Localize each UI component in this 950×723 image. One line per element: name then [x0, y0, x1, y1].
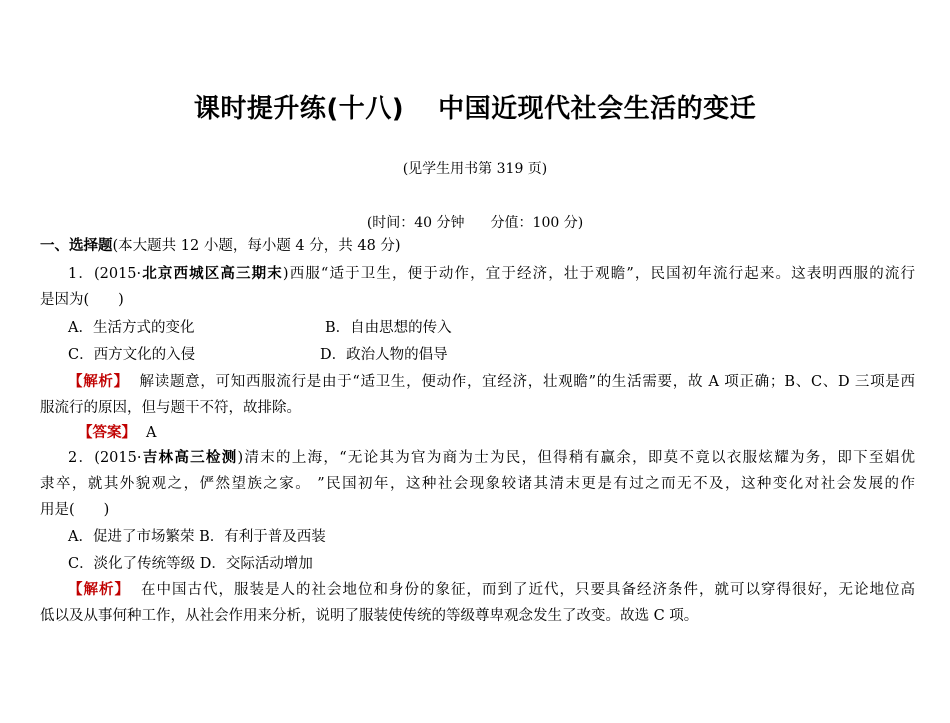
q1-prefix: 1．(2015·	[68, 266, 142, 282]
q2-stem1: )清末的上海，“无论其为官为商为士为民，但得稍有赢余，即莫不竟以衣服炫耀为务，即下至娼优	[237, 450, 915, 466]
q2-source: 吉林高三检测	[141, 450, 238, 466]
section-note: (本大题共 12 小题，每小题 4 分，共 48 分)	[112, 238, 401, 254]
q1-option-b: B．自由思想的传入	[325, 320, 452, 336]
q1-stem-line1	[68, 264, 915, 284]
score-label: 分值：100 分)	[490, 215, 584, 231]
section-heading	[40, 236, 915, 256]
analysis-tag: 【解析】	[68, 582, 130, 598]
q2-analysis-line2: 低以及从事何种工作，从社会作用来分析，说明了服装使传统的等级尊卑观念发生了改变。故选 C 项。	[40, 608, 699, 624]
q1-analysis1: 解读题意，可知西服流行是由于“适卫生，便动作，宜经济，壮观瞻”的生活需要，故 A 项正确；B、C、D 三项是西	[138, 374, 916, 390]
q2-prefix: 2．(2015·	[68, 450, 142, 466]
q2-stem-line1	[68, 448, 915, 468]
q1-stem1: )西服“适于卫生，便于动作，宜于经济，壮于观瞻”，民国初年流行起来。这表明西服的流行	[282, 266, 915, 282]
q2-analysis1: 在中国古代，服装是人的社会地位和身份的象征，而到了近代，只要具备经济条件，就可以穿得很好，无论地位高	[140, 582, 915, 598]
q2-options-cd: C．淡化了传统等级 D．交际活动增加	[68, 556, 313, 572]
q1-analysis-line1	[68, 372, 915, 392]
section-heading-bold: 一、选择题	[40, 238, 113, 254]
q2-options-ab: A．促进了市场繁荣 B．有利于普及西装	[68, 529, 326, 545]
q1-option-c: C．西方文化的入侵	[68, 347, 196, 363]
q2-analysis-line1	[68, 580, 915, 600]
time-score-line	[0, 212, 950, 232]
q1-source: 北京西城区高三期末	[141, 266, 283, 282]
page-reference: (见学生用书第 319 页)	[402, 161, 548, 177]
time-label: (时间：40 分钟	[366, 215, 465, 231]
title-right: 中国近现代社会生活的变迁	[438, 94, 757, 124]
q2-stem-line3: 用是( )	[40, 502, 110, 518]
q1-answer: A	[146, 425, 157, 441]
answer-tag: 【答案】	[78, 425, 136, 441]
analysis-tag: 【解析】	[68, 374, 129, 390]
title-left: 课时提升练(十八)	[193, 94, 405, 124]
q1-analysis-line2: 服流行的原因，但与题干不符，故排除。	[40, 400, 301, 416]
q2-stem-line2: 隶卒，就其外貌观之，俨然望族之家。 ”民国初年，这种社会现象较诸其清末更是有过之而无不及，这种变化对社会发展的作	[40, 476, 915, 492]
q1-option-a: A．生活方式的变化	[68, 320, 195, 336]
page-title	[0, 88, 950, 125]
q1-option-d: D．政治人物的倡导	[320, 347, 448, 363]
q1-stem-line2: 是因为( )	[40, 292, 124, 308]
q1-answer-line	[78, 423, 950, 443]
